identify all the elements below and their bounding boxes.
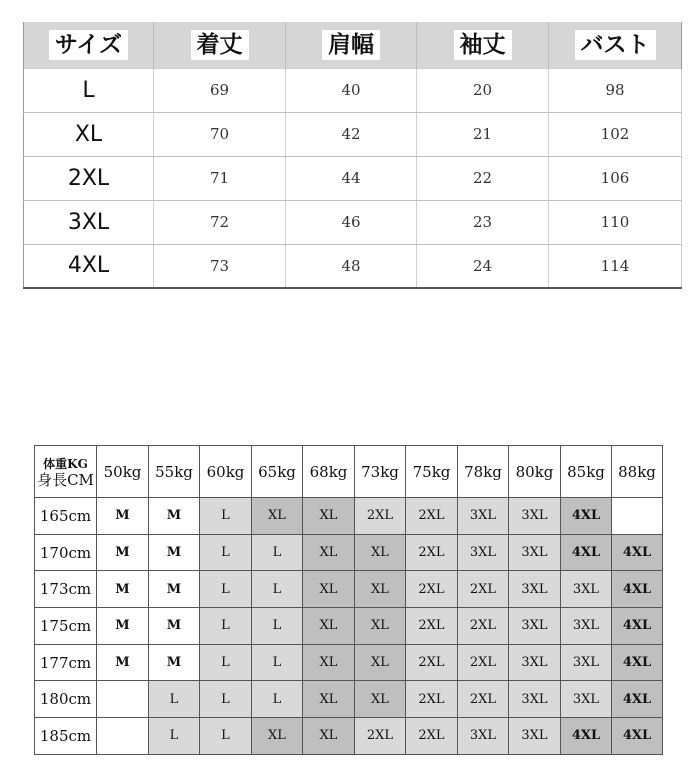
weight-header-cell: 80kg [509, 446, 561, 498]
size-guide-cell: XL [355, 571, 406, 608]
size-guide-cell: 3XL [509, 534, 561, 571]
measurement-cell: 102 [549, 112, 682, 156]
size-guide-cell: L [252, 681, 303, 718]
size-guide-cell: 3XL [561, 644, 612, 681]
size-guide-cell: M [149, 608, 200, 645]
measurement-row [24, 244, 682, 288]
size-guide-cell: XL [303, 718, 355, 755]
height-cell: 177cm [35, 644, 97, 681]
size-guide-cell: XL [355, 608, 406, 645]
measurement-cell: 73 [154, 244, 286, 288]
size-guide-cell: 2XL [406, 718, 458, 755]
size-guide-cell: 2XL [458, 681, 509, 718]
size-guide-cell: 2XL [355, 718, 406, 755]
size-guide-cell: M [149, 498, 200, 535]
header-sleeve [417, 22, 549, 68]
weight-header-cell: 85kg [561, 446, 612, 498]
measurement-cell: 40 [286, 68, 417, 112]
weight-header-cell: 65kg [252, 446, 303, 498]
size-cell: XL [24, 112, 154, 156]
header-sleeve-label: 袖丈 [454, 30, 512, 60]
size-guide-cell: L [200, 498, 252, 535]
measurement-table [23, 22, 682, 289]
measurement-cell: 22 [417, 156, 549, 200]
height-cell: 173cm [35, 571, 97, 608]
size-guide-cell: L [200, 534, 252, 571]
header-shoulder-label: 肩幅 [322, 30, 380, 60]
size-guide-cell: 2XL [355, 498, 406, 535]
header-length [154, 22, 286, 68]
guide-row [35, 681, 663, 718]
size-guide-cell: XL [303, 681, 355, 718]
size-guide-cell [97, 718, 149, 755]
measurement-cell: 46 [286, 200, 417, 244]
size-cell: L [24, 68, 154, 112]
size-guide-cell: 2XL [406, 498, 458, 535]
measurement-cell: 42 [286, 112, 417, 156]
measurement-cell: 72 [154, 200, 286, 244]
size-guide-cell: 3XL [509, 681, 561, 718]
measurement-cell: 44 [286, 156, 417, 200]
size-guide-cell: 2XL [458, 571, 509, 608]
header-size-label: サイズ [49, 30, 128, 60]
height-cell: 180cm [35, 681, 97, 718]
size-guide-cell: XL [303, 571, 355, 608]
guide-row [35, 571, 663, 608]
size-cell: 2XL [24, 156, 154, 200]
size-guide-cell: 4XL [612, 571, 663, 608]
size-guide-cell: L [252, 644, 303, 681]
guide-header-row [35, 446, 663, 498]
size-guide-cell: 3XL [509, 718, 561, 755]
size-guide-cell: 3XL [509, 571, 561, 608]
weight-header-cell: 60kg [200, 446, 252, 498]
corner-height-label: 身長CM [37, 470, 94, 489]
size-guide-cell: XL [303, 534, 355, 571]
size-guide-cell: L [200, 608, 252, 645]
size-guide-cell: XL [252, 498, 303, 535]
weight-header-cell: 68kg [303, 446, 355, 498]
size-guide-cell: 3XL [561, 608, 612, 645]
size-guide-cell: 4XL [612, 608, 663, 645]
measurement-cell: 20 [417, 68, 549, 112]
size-guide-cell: 2XL [406, 681, 458, 718]
size-guide-cell: L [149, 718, 200, 755]
weight-header-cell: 55kg [149, 446, 200, 498]
size-guide-cell: 4XL [561, 498, 612, 535]
size-guide-cell: 3XL [458, 534, 509, 571]
size-guide-cell: L [200, 571, 252, 608]
measurement-cell: 24 [417, 244, 549, 288]
size-guide-cell: M [97, 534, 149, 571]
size-guide-cell: 2XL [458, 644, 509, 681]
size-guide-cell: 3XL [509, 498, 561, 535]
size-guide-cell: L [252, 571, 303, 608]
size-cell: 3XL [24, 200, 154, 244]
size-guide-cell: 4XL [561, 718, 612, 755]
height-cell: 175cm [35, 608, 97, 645]
size-guide-cell: L [149, 681, 200, 718]
size-guide-cell: M [97, 571, 149, 608]
size-guide-cell: 2XL [406, 534, 458, 571]
size-guide-cell: M [97, 644, 149, 681]
measurement-cell: 69 [154, 68, 286, 112]
size-guide-cell: 3XL [458, 498, 509, 535]
weight-header-cell: 75kg [406, 446, 458, 498]
height-cell: 185cm [35, 718, 97, 755]
weight-header-cell: 78kg [458, 446, 509, 498]
size-guide-cell: XL [355, 644, 406, 681]
size-guide-cell [612, 498, 663, 535]
size-guide-cell [97, 681, 149, 718]
measurement-cell: 114 [549, 244, 682, 288]
guide-row [35, 498, 663, 535]
size-guide-cell: 2XL [406, 571, 458, 608]
size-guide-cell: L [252, 608, 303, 645]
size-guide-cell: 2XL [458, 608, 509, 645]
guide-row [35, 644, 663, 681]
size-guide-cell: 4XL [612, 534, 663, 571]
measurement-cell: 70 [154, 112, 286, 156]
measurement-row [24, 68, 682, 112]
size-guide-table [34, 445, 663, 755]
size-guide-cell: 3XL [458, 718, 509, 755]
header-size [24, 22, 154, 68]
size-guide-cell: 4XL [612, 681, 663, 718]
measurement-cell: 71 [154, 156, 286, 200]
top-cropped-strip [0, 0, 700, 8]
size-guide-cell: M [149, 644, 200, 681]
size-guide-cell: 2XL [406, 644, 458, 681]
size-guide-cell: XL [252, 718, 303, 755]
corner-weight-label: 体重KG [43, 456, 88, 471]
measurement-row [24, 112, 682, 156]
size-guide-cell: 3XL [561, 681, 612, 718]
measurement-cell: 23 [417, 200, 549, 244]
size-cell: 4XL [24, 244, 154, 288]
size-guide-cell: M [97, 608, 149, 645]
guide-row [35, 608, 663, 645]
measurement-cell: 106 [549, 156, 682, 200]
size-guide-cell: XL [303, 644, 355, 681]
weight-header-cell: 73kg [355, 446, 406, 498]
guide-row [35, 534, 663, 571]
size-guide-cell: L [200, 644, 252, 681]
header-bust-label: バスト [575, 30, 656, 60]
measurement-cell: 21 [417, 112, 549, 156]
measurement-cell: 48 [286, 244, 417, 288]
size-guide-cell: 3XL [509, 608, 561, 645]
size-guide-cell: M [97, 498, 149, 535]
size-guide-cell: L [200, 718, 252, 755]
guide-row [35, 718, 663, 755]
guide-corner-cell [35, 446, 97, 498]
size-guide-cell: 3XL [509, 644, 561, 681]
measurement-row [24, 156, 682, 200]
measurement-cell: 98 [549, 68, 682, 112]
header-shoulder [286, 22, 417, 68]
size-guide-cell: M [149, 571, 200, 608]
size-guide-cell: L [252, 534, 303, 571]
size-guide-cell: 4XL [561, 534, 612, 571]
size-guide-cell: XL [303, 608, 355, 645]
measurement-row [24, 200, 682, 244]
size-guide-cell: XL [303, 498, 355, 535]
header-length-label: 着丈 [191, 30, 249, 60]
weight-header-cell: 88kg [612, 446, 663, 498]
height-cell: 165cm [35, 498, 97, 535]
size-guide-cell: 2XL [406, 608, 458, 645]
weight-header-cell: 50kg [97, 446, 149, 498]
size-guide-cell: 4XL [612, 718, 663, 755]
measurement-cell: 110 [549, 200, 682, 244]
measurement-header-row [24, 22, 682, 68]
height-cell: 170cm [35, 534, 97, 571]
header-bust [549, 22, 682, 68]
size-guide-cell: 4XL [612, 644, 663, 681]
size-guide-cell: XL [355, 681, 406, 718]
size-guide-cell: M [149, 534, 200, 571]
size-guide-cell: L [200, 681, 252, 718]
size-guide-cell: 3XL [561, 571, 612, 608]
size-guide-cell: XL [355, 534, 406, 571]
